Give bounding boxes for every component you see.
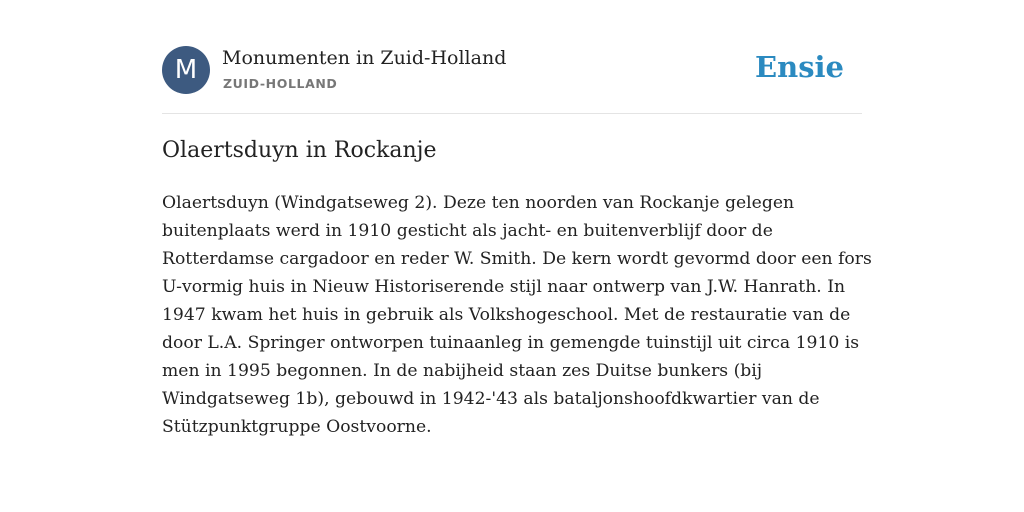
avatar-letter: M	[174, 55, 198, 85]
body-line: Stützpunktgruppe Oostvoorne.	[162, 417, 432, 437]
entry-header	[162, 46, 862, 96]
body-line: buitenplaats werd in 1910 gesticht als jacht- en buitenverblijf door de	[162, 221, 773, 241]
body-line: men in 1995 begonnen. In de nabijheid staan zes Duitse bunkers (bij	[162, 361, 763, 381]
source-subtitle: ZUID-HOLLAND	[223, 76, 338, 91]
avatar[interactable]	[162, 46, 210, 94]
body-line: Olaertsduyn (Windgatseweg 2). Deze ten noorden van Rockanje gelegen	[162, 193, 795, 213]
article-title: Olaertsduyn in Rockanje	[162, 138, 437, 163]
body-line: 1947 kwam het huis in gebruik als Volkshogeschool. Met de restauratie van de	[162, 305, 851, 325]
brand-logo[interactable]: Ensie	[755, 50, 844, 84]
header-divider	[162, 113, 862, 114]
article-body	[162, 189, 872, 441]
body-line: Windgatseweg 1b), gebouwd in 1942-'43 als bataljonshoofdkwartier van de	[162, 389, 820, 409]
body-line: U-vormig huis in Nieuw Historiserende stijl naar ontwerp van J.W. Hanrath. In	[162, 277, 846, 297]
body-line: Rotterdamse cargadoor en reder W. Smith. De kern wordt gevormd door een fors	[162, 249, 872, 269]
body-line: door L.A. Springer ontworpen tuinaanleg in gemengde tuinstijl uit circa 1910 is	[162, 333, 860, 353]
source-name-link[interactable]: Monumenten in Zuid-Holland	[222, 47, 507, 69]
